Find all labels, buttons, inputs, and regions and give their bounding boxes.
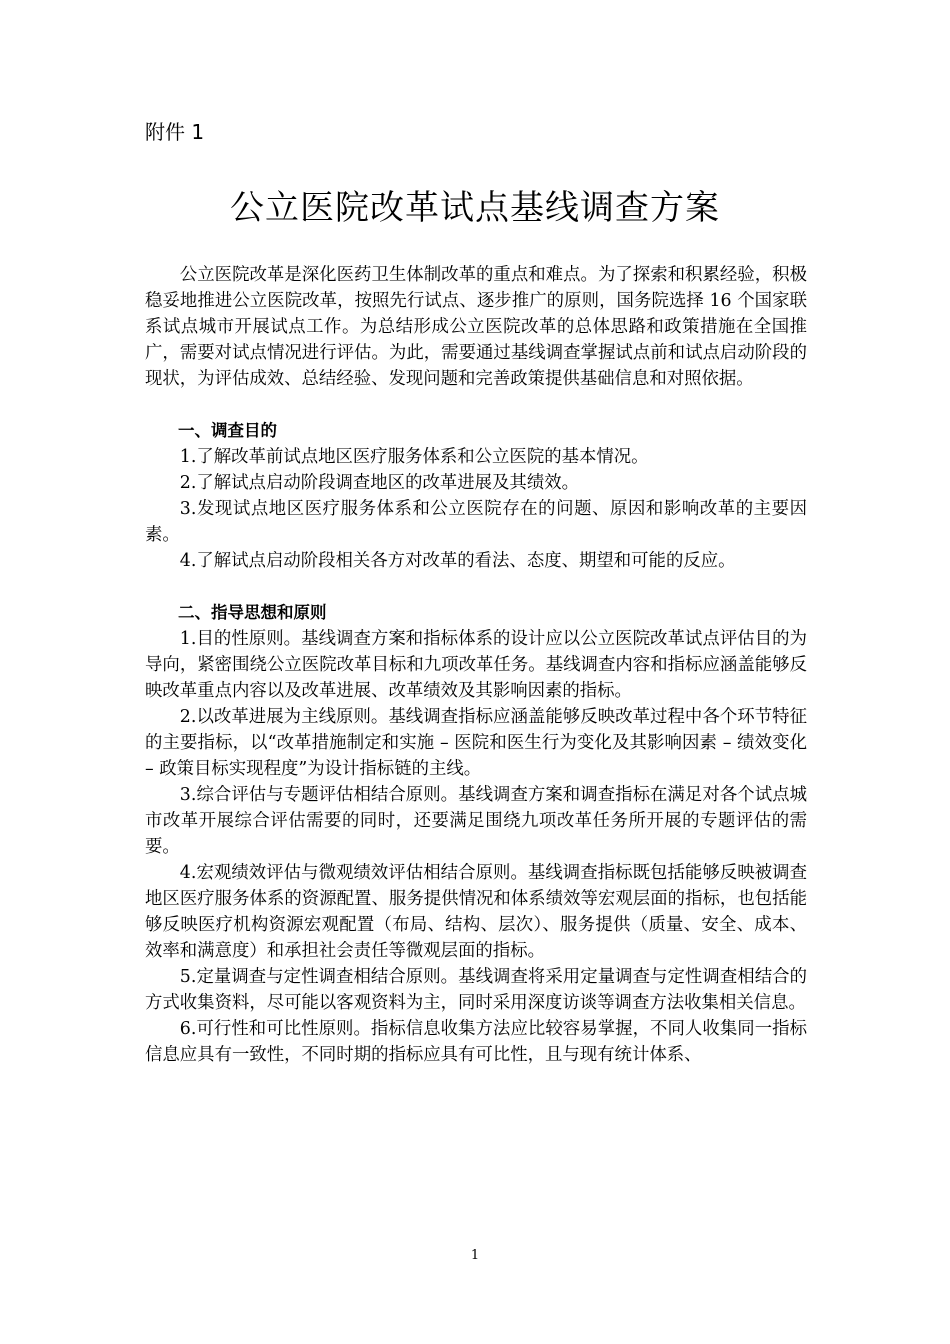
intro-paragraph: 公立医院改革是深化医药卫生体制改革的重点和难点。为了探索和积累经验，积极稳妥地推进公立医院改革，按照先行试点、逐步推广的原则，国务院选择 16 个国家联系试点城市开展试点工作。为总结形成公立医院改革的总体思路和政策措施在全国推广，需要对试点情况进行评估。为此，需要通过基线调查掌握试点前和试点启动阶段的现状，为评估成效、总结经验、发现问题和完善政策提供基础信息和对照依据。: [145, 265, 807, 389]
document-body: [145, 262, 807, 1068]
section-heading-principles: 二、指导思想和原则: [178, 603, 327, 622]
principle-item-5: 5.定量调查与定性调查相结合原则。基线调查将采用定量调查与定性调查相结合的方式收集资料，尽可能以客观资料为主，同时采用深度访谈等调查方法收集相关信息。: [145, 967, 807, 1013]
document-title: 公立医院改革试点基线调查方案: [230, 188, 720, 228]
principle-item-3: 3.综合评估与专题评估相结合原则。基线调查方案和调查指标在满足对各个试点城市改革开展综合评估需要的同时，还要满足围绕九项改革任务所开展的专题评估的需要。: [145, 785, 807, 857]
purpose-item-2: 2.了解试点启动阶段调查地区的改革进展及其绩效。: [179, 473, 579, 493]
page-number: 1: [470, 1248, 480, 1263]
purpose-item-1: 1.了解改革前试点地区医疗服务体系和公立医院的基本情况。: [179, 447, 649, 467]
principle-item-4: 4.宏观绩效评估与微观绩效评估相结合原则。基线调查指标既包括能够反映被调查地区医疗服务体系的资源配置、服务提供情况和体系绩效等宏观层面的指标，也包括能够反映医疗机构资源宏观配置（布局、结构、层次）、服务提供（质量、安全、成本、效率和满意度）和承担社会责任等微观层面的指标。: [145, 863, 807, 961]
annex-label: 附件 1: [145, 120, 205, 144]
purpose-item-3: 3.发现试点地区医疗服务体系和公立医院存在的问题、原因和影响改革的主要因素。: [145, 499, 807, 545]
principle-item-1: 1.目的性原则。基线调查方案和指标体系的设计应以公立医院改革试点评估目的为导向，紧密围绕公立医院改革目标和九项改革任务。基线调查内容和指标应涵盖能够反映改革重点内容以及改革进展、改革绩效及其影响因素的指标。: [145, 629, 807, 701]
purpose-item-4: 4.了解试点启动阶段相关各方对改革的看法、态度、期望和可能的反应。: [179, 551, 736, 571]
section-heading-purpose: 一、调查目的: [178, 421, 277, 440]
principle-item-6: 6.可行性和可比性原则。指标信息收集方法应比较容易掌握，不同人收集同一指标信息应具有一致性，不同时期的指标应具有可比性，且与现有统计体系、: [145, 1019, 807, 1065]
principle-item-2: 2.以改革进展为主线原则。基线调查指标应涵盖能够反映改革过程中各个环节特征的主要指标，以“改革措施制定和实施 – 医院和医生行为变化及其影响因素 – 绩效变化 – 政策目标实现程度”为设计指标链的主线。: [145, 707, 807, 779]
spacer: [145, 574, 807, 600]
spacer: [145, 392, 807, 418]
